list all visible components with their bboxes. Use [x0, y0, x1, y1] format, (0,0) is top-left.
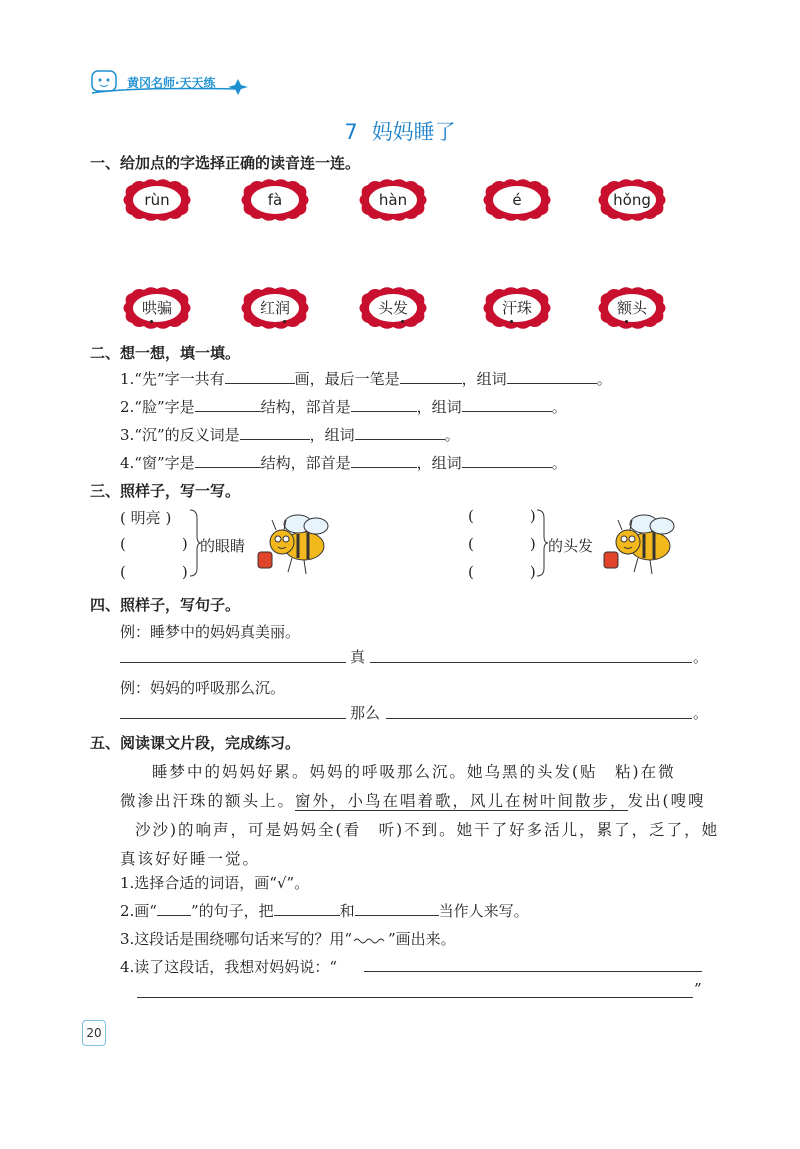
lesson-number: 7 [344, 120, 358, 144]
emphasis-dot [150, 320, 153, 323]
word-flower[interactable] [597, 285, 667, 331]
underlined-sentence: 窗外，小鸟在唱着歌，风儿在树叶间散步， [295, 792, 628, 810]
example-sentence: 例：睡梦中的妈妈真美丽。 [120, 623, 301, 641]
pinyin-label: rùn [144, 191, 170, 209]
question-2-1: 1.“先”字一共有 画，最后一笔是 ，组词 。 [120, 370, 612, 388]
fill-slot[interactable]: ( ) [468, 535, 536, 553]
series-label: 黄冈名师·天天练 [127, 76, 216, 90]
word-label: 汗珠 [501, 299, 532, 317]
period: 。 [693, 648, 709, 666]
page-number: 20 [82, 1020, 106, 1046]
answer-blank[interactable] [462, 397, 552, 412]
answer-blank[interactable] [240, 425, 310, 440]
word-flower[interactable] [122, 285, 192, 331]
emphasis-dot [283, 320, 286, 323]
brace [535, 508, 549, 578]
word-label: 额头 [616, 299, 647, 317]
fill-slot[interactable]: ( ) [468, 563, 536, 581]
answer-blank[interactable] [351, 397, 417, 412]
passage-line: 沙沙)的响声，可是妈妈全(看 听)不到。她干了好多活儿，累了，乏了，她 [135, 821, 720, 839]
question-5-3: 3.这段话是围绕哪句话来写的？用“ ”画出来。 [120, 930, 456, 948]
fill-slot[interactable]: ( ) [120, 563, 188, 581]
answer-blank[interactable] [507, 369, 597, 384]
question-2-2: 2.“脸”字是 结构，部首是 ，组词 。 [120, 398, 567, 416]
target-noun-hair: 的头发 [548, 537, 594, 555]
passage-line: 微渗出汗珠的额头上。窗外，小鸟在唱着歌，风儿在树叶间散步，发出(嗖嗖 [120, 792, 706, 810]
answer-blank[interactable] [462, 453, 552, 468]
period: 。 [693, 704, 709, 722]
word-flower[interactable] [482, 285, 552, 331]
answer-blank[interactable] [355, 425, 445, 440]
section2-heading: 二、想一想，填一填。 [90, 344, 241, 362]
section4-heading: 四、照样子，写句子。 [90, 596, 241, 614]
bee-illustration [252, 512, 340, 578]
answer-blank[interactable] [355, 901, 439, 916]
question-5-4: 4.读了这段话，我想对妈妈说：“ [120, 958, 337, 976]
emphasis-dot [625, 320, 628, 323]
closing-quote: ” [694, 980, 702, 998]
answer-blank[interactable] [195, 453, 261, 468]
fill-slot[interactable]: ( ) [468, 507, 536, 525]
keyword: 真 [350, 648, 366, 666]
question-5-1: 1.选择合适的词语，画“√”。 [120, 874, 310, 892]
pinyin-flower[interactable] [240, 177, 310, 223]
answer-line[interactable] [120, 662, 346, 663]
word-flower[interactable] [240, 285, 310, 331]
pinyin-label: é [512, 191, 522, 209]
passage-line: 真该好好睡一觉。 [120, 850, 261, 868]
answer-blank[interactable] [195, 397, 261, 412]
pinyin-flower[interactable] [122, 177, 192, 223]
example-sentence: 例：妈妈的呼吸那么沉。 [120, 679, 286, 697]
pinyin-label: fà [267, 191, 283, 209]
bee-illustration [598, 512, 686, 578]
word-flower[interactable] [358, 285, 428, 331]
answer-blank[interactable] [274, 901, 340, 916]
pinyin-label: hǒng [613, 191, 651, 209]
answer-line[interactable] [364, 971, 702, 972]
pinyin-flower[interactable] [482, 177, 552, 223]
word-label: 头发 [377, 299, 408, 317]
word-label: 红润 [259, 299, 290, 317]
section1-heading: 一、给加点的字选择正确的读音连一连。 [90, 154, 361, 172]
answer-line[interactable] [370, 662, 692, 663]
pinyin-label: hàn [378, 191, 408, 209]
example-word: 明亮 [130, 509, 161, 527]
keyword: 那么 [350, 704, 381, 722]
fill-slot[interactable]: ( ) [120, 535, 188, 553]
answer-blank[interactable] [351, 453, 417, 468]
example-slot: ( 明亮 ) [120, 509, 172, 527]
question-2-3: 3.“沉”的反义词是 ，组词 。 [120, 426, 460, 444]
line-sample [157, 901, 191, 916]
emphasis-dot [401, 320, 404, 323]
question-2-4: 4.“窗”字是 结构，部首是 ，组词 。 [120, 454, 567, 472]
target-noun-eyes: 的眼睛 [200, 537, 246, 555]
passage-line: 睡梦中的妈妈好累。妈妈的呼吸那么沉。她乌黑的头发(贴 粘)在微 [152, 763, 676, 781]
answer-line[interactable] [137, 997, 693, 998]
section3-heading: 三、照样子，写一写。 [90, 482, 241, 500]
question-5-2: 2.画“ ”的句子，把 和 当作人来写。 [120, 902, 529, 920]
wavy-line-sample [352, 932, 388, 946]
section5-heading: 五、阅读课文片段，完成练习。 [90, 734, 301, 752]
pinyin-flower[interactable] [597, 177, 667, 223]
answer-line[interactable] [120, 718, 346, 719]
word-label: 哄骗 [141, 299, 172, 317]
emphasis-dot [510, 320, 513, 323]
lesson-title [0, 116, 800, 146]
pinyin-flower[interactable] [358, 177, 428, 223]
lesson-title-text: 妈妈睡了 [371, 120, 456, 144]
answer-blank[interactable] [225, 369, 295, 384]
answer-blank[interactable] [400, 369, 462, 384]
answer-line[interactable] [386, 718, 692, 719]
